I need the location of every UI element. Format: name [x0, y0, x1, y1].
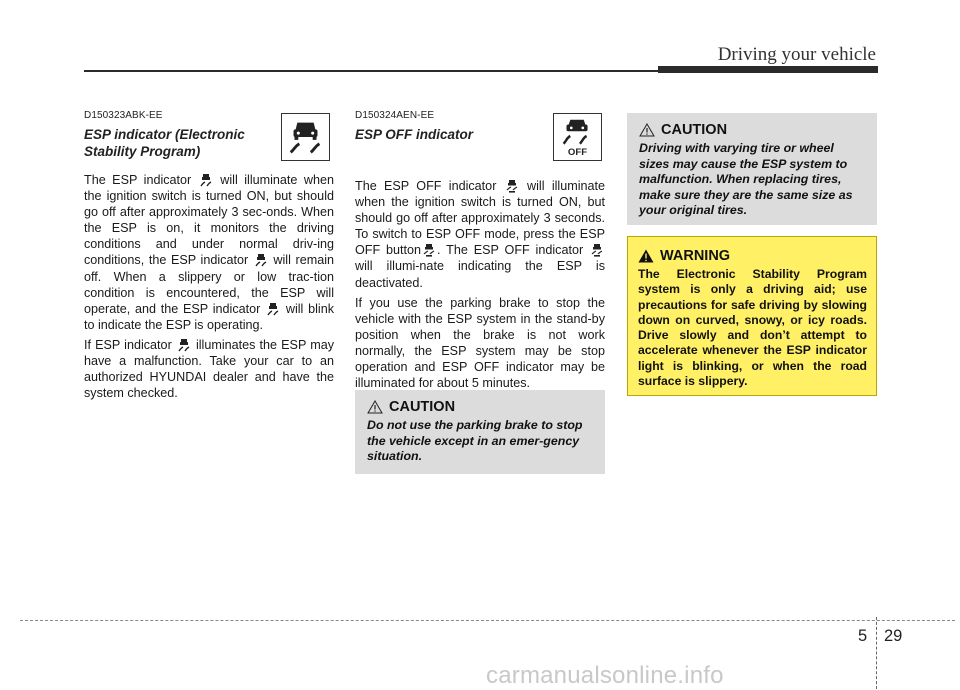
text-span: will illuminate when the ignition switch is turned ON, but should go off after approximately 3 sec-onds. When the ESP is on, it monitors the driving conditions and under normal driv-ing conditions, the ESP indicator	[84, 173, 335, 268]
caution-triangle-icon	[367, 400, 383, 414]
middle-paragraph-2: If you use the parking brake to stop the vehicle with the ESP system in the stand-by position when the brake is not work normally, the ESP system may be stop operation and ESP OFF indicator may be illuminated for about 5 minutes.	[355, 295, 605, 391]
caution-title	[639, 121, 867, 139]
footer-separator	[876, 617, 878, 689]
esp-off-inline-icon	[423, 243, 435, 257]
section-title: Driving your vehicle	[717, 44, 876, 65]
middle-body	[355, 178, 605, 395]
warning-body: The Electronic Stability Program system is only a driving aid; use precautions for safe driving by slowing down on curved, snowy, or icy roads. Drive slowly and don’t attempt to accelerate whenever the ESP indicator light is blinking, or when the road surface is slippery.	[638, 267, 867, 389]
esp-off-indicator-icon	[553, 113, 602, 161]
esp-inline-icon	[200, 173, 212, 187]
text-span: The ESP OFF indicator	[355, 179, 497, 193]
watermark: carmanualsonline.info	[486, 662, 724, 689]
esp-off-inline-icon	[506, 179, 518, 193]
caution-body: Do not use the parking brake to stop the vehicle except in an emer-gency situation.	[367, 418, 583, 464]
text-span: will illuminate when the ignition switch is turned ON, but should go off after approximately 3 seconds. To switch to ESP OFF mode, press the ESP OFF button	[355, 179, 606, 258]
middle-code: D150324AEN-EE	[355, 110, 435, 121]
left-paragraph-2	[84, 337, 334, 401]
caution-body: Driving with varying tire or wheel sizes may cause the ESP system to malfunction. When replacing tires, make sure they are the same size as your original tires.	[639, 141, 853, 218]
header-rule	[84, 70, 658, 72]
text-span: . The ESP OFF indicator	[437, 243, 584, 258]
warning-title-text: WARNING	[660, 248, 731, 264]
warning-title	[638, 247, 867, 265]
warning-triangle-icon	[638, 249, 654, 263]
caution-title-text: CAUTION	[661, 122, 728, 138]
text-span: illuminates the ESP may have a malfunction. Take your car to an authorized HYUNDAI dealer and have the system checked.	[84, 337, 334, 401]
caution-title-text: CAUTION	[389, 399, 456, 415]
left-heading-line1: ESP indicator (Electronic	[84, 127, 245, 142]
caution-title	[367, 398, 595, 416]
warning-box	[627, 236, 877, 396]
middle-paragraph-1	[355, 178, 605, 291]
esp-inline-icon	[178, 338, 190, 352]
text-span: will illumi-nate indicating the ESP is deactivated.	[355, 259, 605, 290]
left-paragraph-1	[84, 172, 334, 333]
text-span: will remain off. When a slippery or low trac-tion condition is encountered, the ESP will operate, and the ESP indicator	[84, 253, 335, 316]
esp-off-inline-icon	[591, 243, 603, 257]
page-number: 29	[884, 627, 903, 645]
esp-inline-icon	[255, 253, 267, 267]
esp-indicator-icon	[281, 113, 330, 161]
middle-heading: ESP OFF indicator	[355, 127, 474, 142]
caution-box-parking-brake	[355, 390, 605, 474]
footer-rule	[20, 620, 955, 621]
esp-inline-icon	[267, 302, 279, 316]
left-heading	[84, 126, 274, 160]
text-span: The ESP indicator	[84, 173, 192, 187]
section-number: 5	[858, 627, 868, 645]
text-span: If ESP indicator	[84, 337, 172, 352]
left-heading-line2: Stability Program)	[84, 144, 201, 159]
left-code: D150323ABK-EE	[84, 110, 163, 121]
caution-box-tires	[627, 113, 877, 225]
caution-triangle-icon	[639, 123, 655, 137]
header-rule-thick	[658, 66, 878, 73]
left-body	[84, 172, 334, 405]
text-span: will blink to indicate the ESP is operating.	[84, 301, 335, 332]
off-label: OFF	[567, 147, 588, 159]
